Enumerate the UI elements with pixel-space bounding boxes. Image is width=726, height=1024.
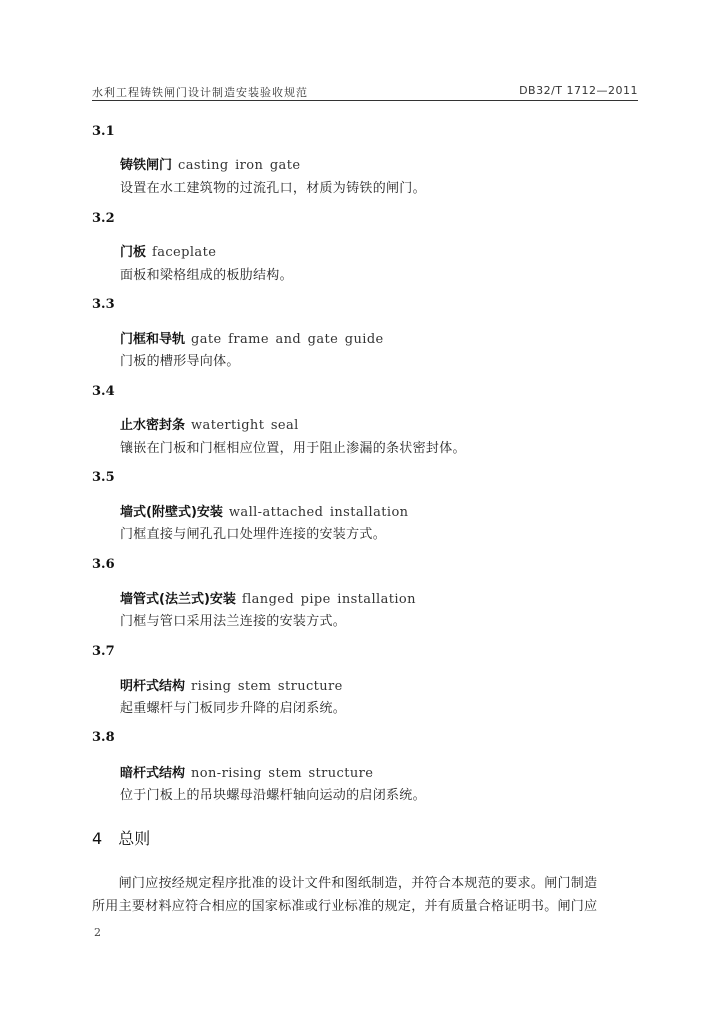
page-number: 2: [94, 926, 101, 939]
term-en: non-rising stem structure: [191, 766, 374, 781]
term-en: rising stem structure: [191, 679, 343, 694]
term-en: gate frame and gate guide: [191, 332, 384, 347]
term-number: 3.4: [92, 384, 115, 399]
term-heading: [120, 501, 408, 520]
term-number: 3.7: [92, 644, 115, 659]
term-number: 3.3: [92, 297, 115, 312]
term-heading: [120, 762, 373, 781]
term-heading: [120, 414, 299, 433]
term-zh: 墙式(附壁式)安装: [120, 505, 223, 520]
term-zh: 墙管式(法兰式)安装: [120, 592, 236, 607]
term-heading: [120, 588, 416, 607]
term-zh: 暗杆式结构: [120, 766, 186, 781]
term-definition: 门框与管口采用法兰连接的安装方式。: [120, 614, 347, 629]
term-number: 3.5: [92, 470, 115, 485]
term-definition: 起重螺杆与门板同步升降的启闭系统。: [120, 701, 347, 716]
term-number: 3.2: [92, 211, 115, 226]
term-definition: 面板和梁格组成的板肋结构。: [120, 268, 293, 283]
term-definition: 位于门板上的吊块螺母沿螺杆轴向运动的启闭系统。: [120, 788, 426, 803]
term-heading: [120, 241, 216, 260]
header-title: 水利工程铸铁闸门设计制造安装验收规范: [92, 86, 308, 99]
chapter-number: 4: [92, 829, 103, 848]
paragraph-line: 所用主要材料应符合相应的国家标准或行业标准的规定，并有质量合格证明书。闸门应: [92, 899, 598, 914]
term-number: 3.1: [92, 124, 115, 139]
term-en: casting iron gate: [178, 158, 301, 173]
term-zh: 明杆式结构: [120, 679, 186, 694]
chapter-title: 总则: [118, 829, 151, 848]
term-heading: [120, 675, 343, 694]
term-en: wall-attached installation: [228, 505, 409, 520]
term-zh: 止水密封条: [120, 418, 186, 433]
term-definition: 镶嵌在门板和门框相应位置，用于阻止渗漏的条状密封体。: [120, 441, 466, 456]
term-zh: 门框和导轨: [120, 332, 186, 347]
term-definition: 设置在水工建筑物的过流孔口，材质为铸铁的闸门。: [120, 181, 426, 196]
term-heading: [120, 154, 300, 173]
header-standard-code: DB32/T 1712—2011: [519, 84, 638, 97]
term-zh: 门板: [120, 245, 147, 260]
paragraph-line: 闸门应按经规定程序批准的设计文件和图纸制造，并符合本规范的要求。闸门制造: [92, 876, 598, 891]
term-heading: [120, 328, 384, 347]
chapter-heading: [92, 826, 150, 849]
term-definition: 门板的槽形导向体。: [120, 354, 240, 369]
term-en: flanged pipe installation: [241, 592, 416, 607]
term-number: 3.6: [92, 557, 115, 572]
term-definition: 门框直接与闸孔孔口处埋件连接的安装方式。: [120, 527, 387, 542]
term-zh: 铸铁闸门: [120, 158, 173, 173]
term-number: 3.8: [92, 730, 115, 745]
running-header: [92, 82, 638, 101]
term-en: watertight seal: [191, 418, 299, 433]
term-en: faceplate: [152, 245, 217, 260]
